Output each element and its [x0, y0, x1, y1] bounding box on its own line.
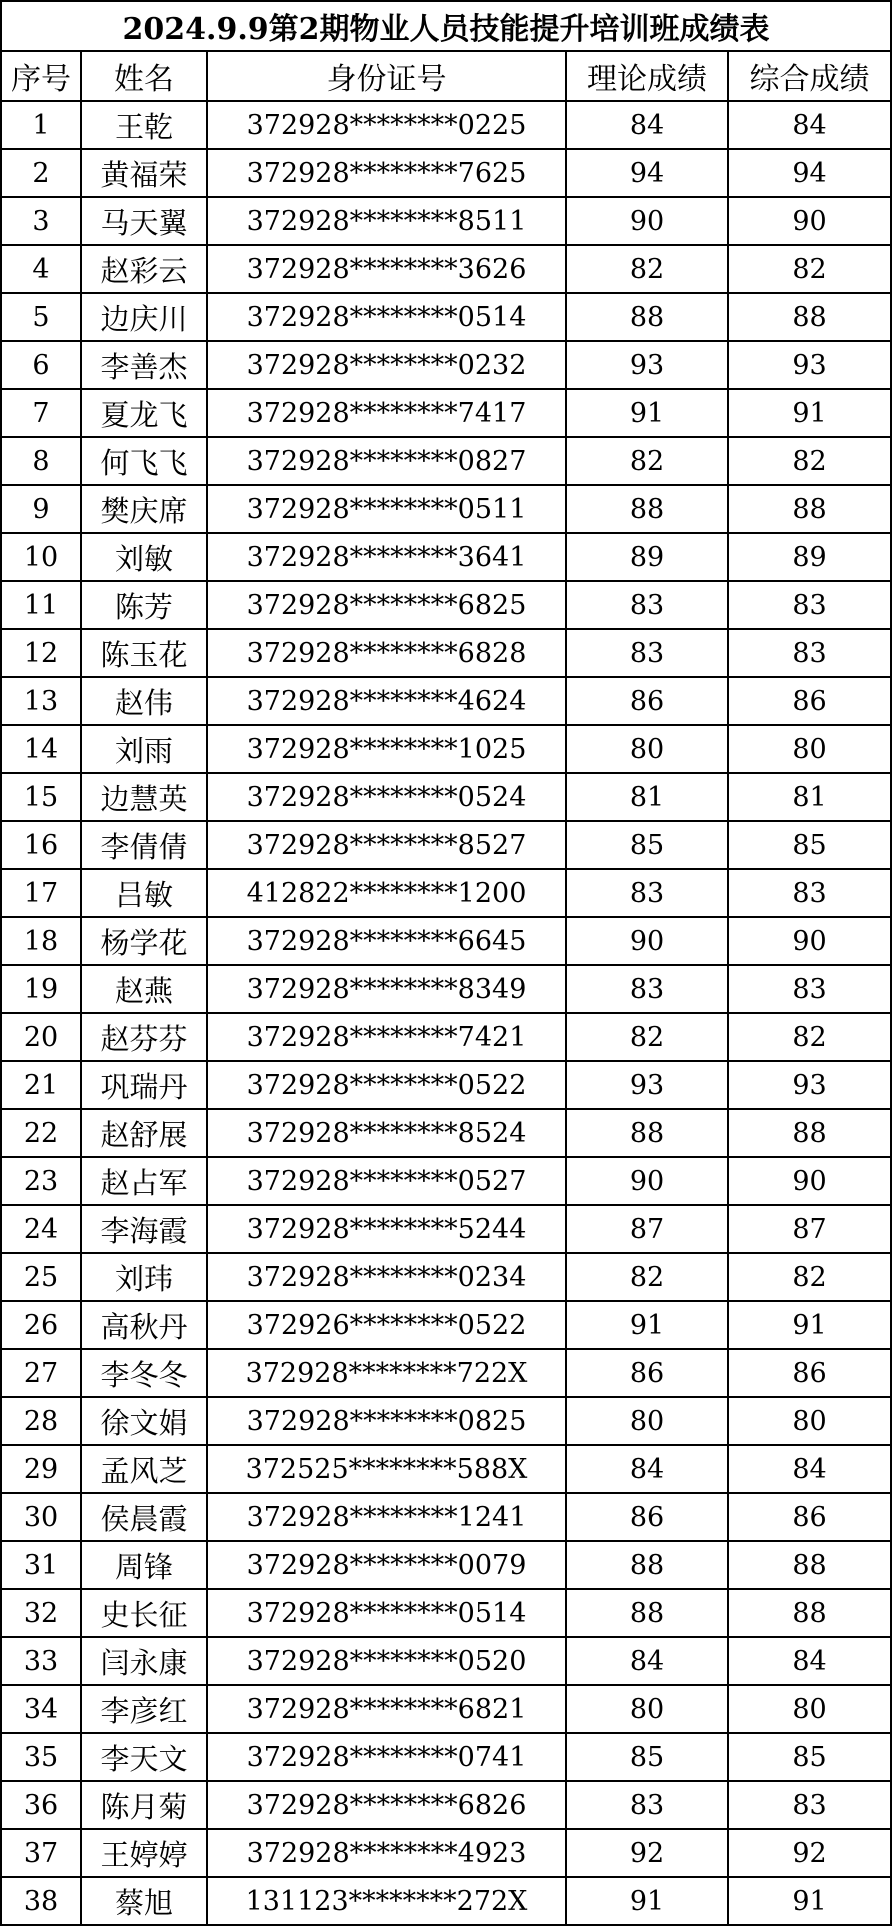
cell-index: 22: [1, 1109, 81, 1157]
table-row: [1, 1109, 891, 1157]
table-row: [1, 1397, 891, 1445]
cell-name: 赵伟: [81, 677, 207, 725]
cell-theory-score: 85: [566, 821, 728, 869]
cell-theory-score: 85: [566, 1733, 728, 1781]
cell-name: 樊庆席: [81, 485, 207, 533]
cell-id-number: 372928********6826: [207, 1781, 566, 1829]
cell-theory-score: 80: [566, 725, 728, 773]
cell-id-number: 372928********8349: [207, 965, 566, 1013]
cell-overall-score: 83: [728, 581, 891, 629]
title-row: [1, 1, 891, 51]
table-row: [1, 1013, 891, 1061]
table-row: [1, 1445, 891, 1493]
table-row: [1, 965, 891, 1013]
cell-id-number: 372928********6645: [207, 917, 566, 965]
cell-overall-score: 93: [728, 341, 891, 389]
cell-name: 李天文: [81, 1733, 207, 1781]
cell-theory-score: 86: [566, 1493, 728, 1541]
table-row: [1, 1301, 891, 1349]
cell-id-number: 372928********0741: [207, 1733, 566, 1781]
table-row: [1, 821, 891, 869]
cell-theory-score: 83: [566, 965, 728, 1013]
cell-index: 1: [1, 101, 81, 149]
cell-index: 8: [1, 437, 81, 485]
table-row: [1, 1877, 891, 1925]
cell-overall-score: 90: [728, 197, 891, 245]
cell-id-number: 372928********4624: [207, 677, 566, 725]
cell-index: 15: [1, 773, 81, 821]
cell-index: 3: [1, 197, 81, 245]
cell-overall-score: 83: [728, 1781, 891, 1829]
cell-overall-score: 86: [728, 1349, 891, 1397]
cell-theory-score: 84: [566, 101, 728, 149]
cell-index: 36: [1, 1781, 81, 1829]
cell-id-number: 372928********0827: [207, 437, 566, 485]
cell-theory-score: 90: [566, 1157, 728, 1205]
cell-index: 35: [1, 1733, 81, 1781]
cell-overall-score: 91: [728, 1301, 891, 1349]
cell-id-number: 372928********0524: [207, 773, 566, 821]
cell-theory-score: 90: [566, 197, 728, 245]
cell-theory-score: 80: [566, 1685, 728, 1733]
cell-id-number: 372928********722X: [207, 1349, 566, 1397]
cell-id-number: 372928********3626: [207, 245, 566, 293]
cell-id-number: 372928********8511: [207, 197, 566, 245]
cell-overall-score: 90: [728, 1157, 891, 1205]
cell-overall-score: 86: [728, 677, 891, 725]
cell-overall-score: 87: [728, 1205, 891, 1253]
cell-name: 王乾: [81, 101, 207, 149]
table-row: [1, 629, 891, 677]
cell-theory-score: 84: [566, 1445, 728, 1493]
cell-id-number: 372928********0511: [207, 485, 566, 533]
cell-theory-score: 82: [566, 245, 728, 293]
cell-id-number: 372928********3641: [207, 533, 566, 581]
cell-name: 陈月菊: [81, 1781, 207, 1829]
cell-index: 7: [1, 389, 81, 437]
cell-theory-score: 88: [566, 1109, 728, 1157]
cell-overall-score: 84: [728, 1445, 891, 1493]
cell-theory-score: 88: [566, 485, 728, 533]
cell-index: 38: [1, 1877, 81, 1925]
table-row: [1, 1253, 891, 1301]
cell-name: 吕敏: [81, 869, 207, 917]
cell-theory-score: 86: [566, 1349, 728, 1397]
cell-id-number: 372928********0225: [207, 101, 566, 149]
cell-overall-score: 82: [728, 1253, 891, 1301]
cell-name: 王婷婷: [81, 1829, 207, 1877]
cell-overall-score: 89: [728, 533, 891, 581]
cell-theory-score: 80: [566, 1397, 728, 1445]
table-row: [1, 1349, 891, 1397]
cell-index: 26: [1, 1301, 81, 1349]
cell-theory-score: 82: [566, 437, 728, 485]
cell-overall-score: 82: [728, 245, 891, 293]
cell-index: 19: [1, 965, 81, 1013]
cell-overall-score: 91: [728, 389, 891, 437]
table-row: [1, 197, 891, 245]
cell-id-number: 372928********6828: [207, 629, 566, 677]
cell-theory-score: 93: [566, 1061, 728, 1109]
cell-name: 边慧英: [81, 773, 207, 821]
cell-theory-score: 83: [566, 581, 728, 629]
cell-name: 何飞飞: [81, 437, 207, 485]
cell-name: 夏龙飞: [81, 389, 207, 437]
cell-overall-score: 84: [728, 101, 891, 149]
cell-theory-score: 90: [566, 917, 728, 965]
table-body: [1, 101, 891, 1925]
cell-theory-score: 84: [566, 1637, 728, 1685]
header-overall-score: 综合成绩: [728, 51, 891, 101]
cell-name: 徐文娟: [81, 1397, 207, 1445]
cell-name: 李海霞: [81, 1205, 207, 1253]
cell-name: 赵芬芬: [81, 1013, 207, 1061]
cell-overall-score: 84: [728, 1637, 891, 1685]
cell-index: 2: [1, 149, 81, 197]
cell-overall-score: 88: [728, 1589, 891, 1637]
table-row: [1, 1061, 891, 1109]
cell-index: 34: [1, 1685, 81, 1733]
cell-name: 李冬冬: [81, 1349, 207, 1397]
cell-id-number: 131123********272X: [207, 1877, 566, 1925]
cell-id-number: 372928********7625: [207, 149, 566, 197]
table-row: [1, 1685, 891, 1733]
cell-index: 10: [1, 533, 81, 581]
table-row: [1, 677, 891, 725]
cell-overall-score: 82: [728, 437, 891, 485]
cell-name: 陈玉花: [81, 629, 207, 677]
header-theory-score: 理论成绩: [566, 51, 728, 101]
cell-index: 31: [1, 1541, 81, 1589]
cell-id-number: 372525********588X: [207, 1445, 566, 1493]
cell-theory-score: 88: [566, 1541, 728, 1589]
cell-id-number: 372928********0520: [207, 1637, 566, 1685]
cell-id-number: 372928********0232: [207, 341, 566, 389]
table-row: [1, 149, 891, 197]
cell-theory-score: 82: [566, 1253, 728, 1301]
cell-index: 27: [1, 1349, 81, 1397]
table-row: [1, 1829, 891, 1877]
cell-name: 巩瑞丹: [81, 1061, 207, 1109]
cell-name: 闫永康: [81, 1637, 207, 1685]
cell-id-number: 372928********0527: [207, 1157, 566, 1205]
cell-overall-score: 92: [728, 1829, 891, 1877]
table-row: [1, 1493, 891, 1541]
cell-id-number: 372928********1025: [207, 725, 566, 773]
cell-name: 刘敏: [81, 533, 207, 581]
cell-overall-score: 93: [728, 1061, 891, 1109]
cell-id-number: 372928********0234: [207, 1253, 566, 1301]
table-row: [1, 485, 891, 533]
cell-index: 6: [1, 341, 81, 389]
cell-id-number: 372928********0522: [207, 1061, 566, 1109]
table-row: [1, 341, 891, 389]
cell-index: 18: [1, 917, 81, 965]
cell-overall-score: 80: [728, 1685, 891, 1733]
cell-overall-score: 88: [728, 485, 891, 533]
cell-index: 17: [1, 869, 81, 917]
header-name: 姓名: [81, 51, 207, 101]
cell-id-number: 372928********0514: [207, 293, 566, 341]
cell-id-number: 372928********0825: [207, 1397, 566, 1445]
table-row: [1, 1205, 891, 1253]
cell-name: 赵舒展: [81, 1109, 207, 1157]
table-row: [1, 1733, 891, 1781]
cell-overall-score: 91: [728, 1877, 891, 1925]
cell-id-number: 372928********7421: [207, 1013, 566, 1061]
cell-id-number: 412822********1200: [207, 869, 566, 917]
cell-overall-score: 86: [728, 1493, 891, 1541]
cell-theory-score: 83: [566, 629, 728, 677]
cell-id-number: 372926********0522: [207, 1301, 566, 1349]
cell-theory-score: 93: [566, 341, 728, 389]
cell-index: 29: [1, 1445, 81, 1493]
cell-overall-score: 83: [728, 629, 891, 677]
cell-index: 30: [1, 1493, 81, 1541]
table-row: [1, 1781, 891, 1829]
header-row: [1, 51, 891, 101]
cell-id-number: 372928********5244: [207, 1205, 566, 1253]
table-row: [1, 437, 891, 485]
table-row: [1, 533, 891, 581]
cell-overall-score: 80: [728, 725, 891, 773]
cell-name: 刘玮: [81, 1253, 207, 1301]
cell-overall-score: 80: [728, 1397, 891, 1445]
table-row: [1, 1589, 891, 1637]
cell-id-number: 372928********8524: [207, 1109, 566, 1157]
table-row: [1, 245, 891, 293]
cell-index: 11: [1, 581, 81, 629]
cell-overall-score: 94: [728, 149, 891, 197]
cell-theory-score: 87: [566, 1205, 728, 1253]
cell-theory-score: 94: [566, 149, 728, 197]
table-row: [1, 293, 891, 341]
table-row: [1, 1541, 891, 1589]
cell-overall-score: 83: [728, 965, 891, 1013]
table-row: [1, 389, 891, 437]
cell-name: 刘雨: [81, 725, 207, 773]
cell-theory-score: 83: [566, 869, 728, 917]
cell-index: 21: [1, 1061, 81, 1109]
cell-id-number: 372928********0079: [207, 1541, 566, 1589]
cell-theory-score: 91: [566, 389, 728, 437]
cell-id-number: 372928********6821: [207, 1685, 566, 1733]
cell-name: 赵彩云: [81, 245, 207, 293]
cell-index: 20: [1, 1013, 81, 1061]
table-row: [1, 1157, 891, 1205]
table-row: [1, 869, 891, 917]
cell-index: 16: [1, 821, 81, 869]
table-row: [1, 1637, 891, 1685]
cell-overall-score: 88: [728, 293, 891, 341]
cell-overall-score: 81: [728, 773, 891, 821]
cell-name: 黄福荣: [81, 149, 207, 197]
cell-name: 边庆川: [81, 293, 207, 341]
cell-id-number: 372928********7417: [207, 389, 566, 437]
cell-theory-score: 86: [566, 677, 728, 725]
cell-name: 李彦红: [81, 1685, 207, 1733]
cell-theory-score: 82: [566, 1013, 728, 1061]
cell-overall-score: 85: [728, 821, 891, 869]
cell-name: 李倩倩: [81, 821, 207, 869]
cell-index: 9: [1, 485, 81, 533]
cell-name: 陈芳: [81, 581, 207, 629]
table-row: [1, 725, 891, 773]
cell-index: 28: [1, 1397, 81, 1445]
header-index: 序号: [1, 51, 81, 101]
table-row: [1, 917, 891, 965]
cell-index: 33: [1, 1637, 81, 1685]
cell-name: 孟风芝: [81, 1445, 207, 1493]
cell-theory-score: 88: [566, 1589, 728, 1637]
cell-id-number: 372928********6825: [207, 581, 566, 629]
table-row: [1, 581, 891, 629]
cell-index: 13: [1, 677, 81, 725]
cell-overall-score: 85: [728, 1733, 891, 1781]
cell-name: 马天翼: [81, 197, 207, 245]
cell-id-number: 372928********8527: [207, 821, 566, 869]
cell-name: 杨学花: [81, 917, 207, 965]
cell-name: 赵占军: [81, 1157, 207, 1205]
cell-id-number: 372928********0514: [207, 1589, 566, 1637]
cell-overall-score: 88: [728, 1541, 891, 1589]
cell-index: 12: [1, 629, 81, 677]
cell-name: 李善杰: [81, 341, 207, 389]
cell-theory-score: 83: [566, 1781, 728, 1829]
cell-theory-score: 91: [566, 1877, 728, 1925]
cell-overall-score: 88: [728, 1109, 891, 1157]
cell-name: 高秋丹: [81, 1301, 207, 1349]
cell-index: 14: [1, 725, 81, 773]
cell-index: 25: [1, 1253, 81, 1301]
table-title: 2024.9.9第2期物业人员技能提升培训班成绩表: [1, 1, 891, 51]
cell-overall-score: 82: [728, 1013, 891, 1061]
cell-name: 蔡旭: [81, 1877, 207, 1925]
cell-theory-score: 81: [566, 773, 728, 821]
cell-theory-score: 92: [566, 1829, 728, 1877]
cell-index: 4: [1, 245, 81, 293]
cell-index: 5: [1, 293, 81, 341]
cell-theory-score: 91: [566, 1301, 728, 1349]
cell-theory-score: 89: [566, 533, 728, 581]
cell-id-number: 372928********4923: [207, 1829, 566, 1877]
cell-id-number: 372928********1241: [207, 1493, 566, 1541]
cell-name: 赵燕: [81, 965, 207, 1013]
cell-overall-score: 90: [728, 917, 891, 965]
table-row: [1, 773, 891, 821]
cell-theory-score: 88: [566, 293, 728, 341]
table-row: [1, 101, 891, 149]
cell-index: 23: [1, 1157, 81, 1205]
cell-index: 37: [1, 1829, 81, 1877]
cell-name: 侯晨霞: [81, 1493, 207, 1541]
cell-name: 史长征: [81, 1589, 207, 1637]
cell-name: 周锋: [81, 1541, 207, 1589]
cell-index: 32: [1, 1589, 81, 1637]
cell-index: 24: [1, 1205, 81, 1253]
header-id-number: 身份证号: [207, 51, 566, 101]
cell-overall-score: 83: [728, 869, 891, 917]
